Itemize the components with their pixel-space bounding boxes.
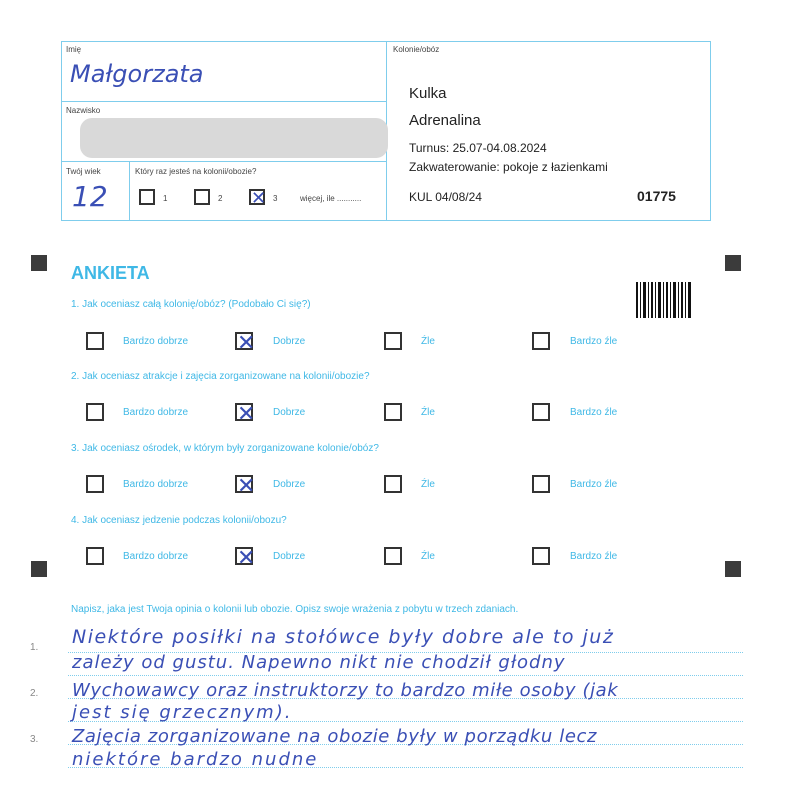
first-name-value: Małgorzata [70, 60, 204, 88]
visit-option-2: 2 [218, 194, 223, 203]
q4-option-zle[interactable] [384, 547, 402, 565]
age-label: Twój wiek [66, 167, 101, 176]
opinion-prompt: Napisz, jaka jest Twoja opinia o kolonii lub obozie. Opisz swoje wrażenia z pobytu w trzech zdaniach. [71, 604, 519, 615]
form-number: 01775 [637, 188, 676, 204]
check-mark-icon: ✕ [237, 473, 256, 498]
q1-option-zle[interactable] [384, 332, 402, 350]
q4-label-dobrze: Dobrze [273, 551, 306, 562]
alignment-marker [725, 561, 741, 577]
handwritten-line-4: jest się grzecznym). [72, 702, 293, 723]
q4-label-zle: Źle [421, 551, 435, 562]
q1-label-zle: Źle [421, 336, 435, 347]
q3-option-bardzo-dobrze[interactable] [86, 475, 104, 493]
visit-option-1: 1 [163, 194, 168, 203]
q3-label-zle: Źle [421, 479, 435, 490]
question-4: 4. Jak oceniasz jedzenie podczas kolonii/obozu? [71, 515, 287, 526]
handwritten-line-5: Zajęcia zorganizowane na obozie były w porządku lecz [72, 726, 598, 747]
check-mark-icon: ✕ [237, 545, 256, 570]
q4-label-bardzo-dobrze: Bardzo dobrze [123, 551, 189, 562]
q2-label-dobrze: Dobrze [273, 407, 306, 418]
visit-option-more: więcej, ile ........... [300, 194, 362, 203]
turnus: Turnus: 25.07-04.08.2024 [409, 141, 547, 155]
q3-option-dobrze[interactable] [235, 473, 256, 498]
visit-option-3: 3 [273, 194, 278, 203]
q2-label-bardzo-zle: Bardzo źle [570, 407, 618, 418]
q1-label-bardzo-dobrze: Bardzo dobrze [123, 336, 189, 347]
q2-option-bardzo-dobrze[interactable] [86, 403, 104, 421]
row-divider [61, 101, 387, 102]
q4-label-bardzo-zle: Bardzo źle [570, 551, 618, 562]
visits-label: Który raz jesteś na kolonii/obozie? [135, 167, 257, 176]
check-mark-icon: ✕ [237, 330, 256, 355]
q3-option-bardzo-zle[interactable] [532, 475, 550, 493]
writing-line [68, 675, 743, 676]
q3-option-zle[interactable] [384, 475, 402, 493]
camp-line1: Kulka [409, 85, 447, 102]
line-number-1: 1. [30, 642, 39, 653]
q2-option-dobrze[interactable] [235, 401, 256, 426]
check-mark-icon: ✕ [237, 401, 256, 426]
q1-label-dobrze: Dobrze [273, 336, 306, 347]
q4-option-bardzo-dobrze[interactable] [86, 547, 104, 565]
last-name-label: Nazwisko [66, 106, 101, 115]
redacted-surname [80, 118, 388, 158]
q2-option-bardzo-zle[interactable] [532, 403, 550, 421]
alignment-marker [31, 255, 47, 271]
first-name-label: Imię [66, 45, 82, 54]
q2-label-zle: Źle [421, 407, 435, 418]
visit-checkbox-2[interactable] [194, 189, 210, 205]
line-number-3: 3. [30, 734, 39, 745]
handwritten-line-3: Wychowawcy oraz instruktorzy to bardzo miłe osoby (jak [72, 680, 619, 701]
visit-checkbox-3[interactable] [249, 188, 267, 208]
barcode-icon [636, 282, 691, 318]
camp-label: Kolonie/obóz [393, 45, 440, 54]
question-3: 3. Jak oceniasz ośrodek, w którym były zorganizowane kolonie/obóz? [71, 443, 379, 454]
q2-option-zle[interactable] [384, 403, 402, 421]
question-1: 1. Jak oceniasz całą kolonię/obóz? (Podobało Ci się?) [71, 299, 311, 310]
q2-label-bardzo-dobrze: Bardzo dobrze [123, 407, 189, 418]
check-mark-icon: ✕ [251, 188, 267, 208]
q4-option-dobrze[interactable] [235, 545, 256, 570]
q3-label-bardzo-dobrze: Bardzo dobrze [123, 479, 189, 490]
line-number-2: 2. [30, 688, 39, 699]
row-divider [61, 161, 387, 162]
code: KUL 04/08/24 [409, 190, 482, 204]
q1-option-bardzo-dobrze[interactable] [86, 332, 104, 350]
question-2: 2. Jak oceniasz atrakcje i zajęcia zorganizowane na kolonii/obozie? [71, 371, 370, 382]
survey-title: ANKIETA [71, 263, 150, 283]
accommodation: Zakwaterowanie: pokoje z łazienkami [409, 160, 608, 174]
age-value: 12 [72, 180, 108, 213]
q3-label-bardzo-zle: Bardzo źle [570, 479, 618, 490]
q1-option-bardzo-zle[interactable] [532, 332, 550, 350]
camp-line2: Adrenalina [409, 112, 481, 129]
age-divider [129, 161, 130, 221]
alignment-marker [725, 255, 741, 271]
visit-checkbox-1[interactable] [139, 189, 155, 205]
q4-option-bardzo-zle[interactable] [532, 547, 550, 565]
handwritten-line-2: zależy od gustu. Napewno nikt nie chodził głodny [72, 652, 566, 673]
handwritten-line-1: Niektóre posiłki na stołówce były dobre ale to już [72, 626, 615, 648]
handwritten-line-6: niektóre bardzo nudne [72, 749, 319, 770]
q1-label-bardzo-zle: Bardzo źle [570, 336, 618, 347]
alignment-marker [31, 561, 47, 577]
q1-option-dobrze[interactable] [235, 330, 256, 355]
q3-label-dobrze: Dobrze [273, 479, 306, 490]
